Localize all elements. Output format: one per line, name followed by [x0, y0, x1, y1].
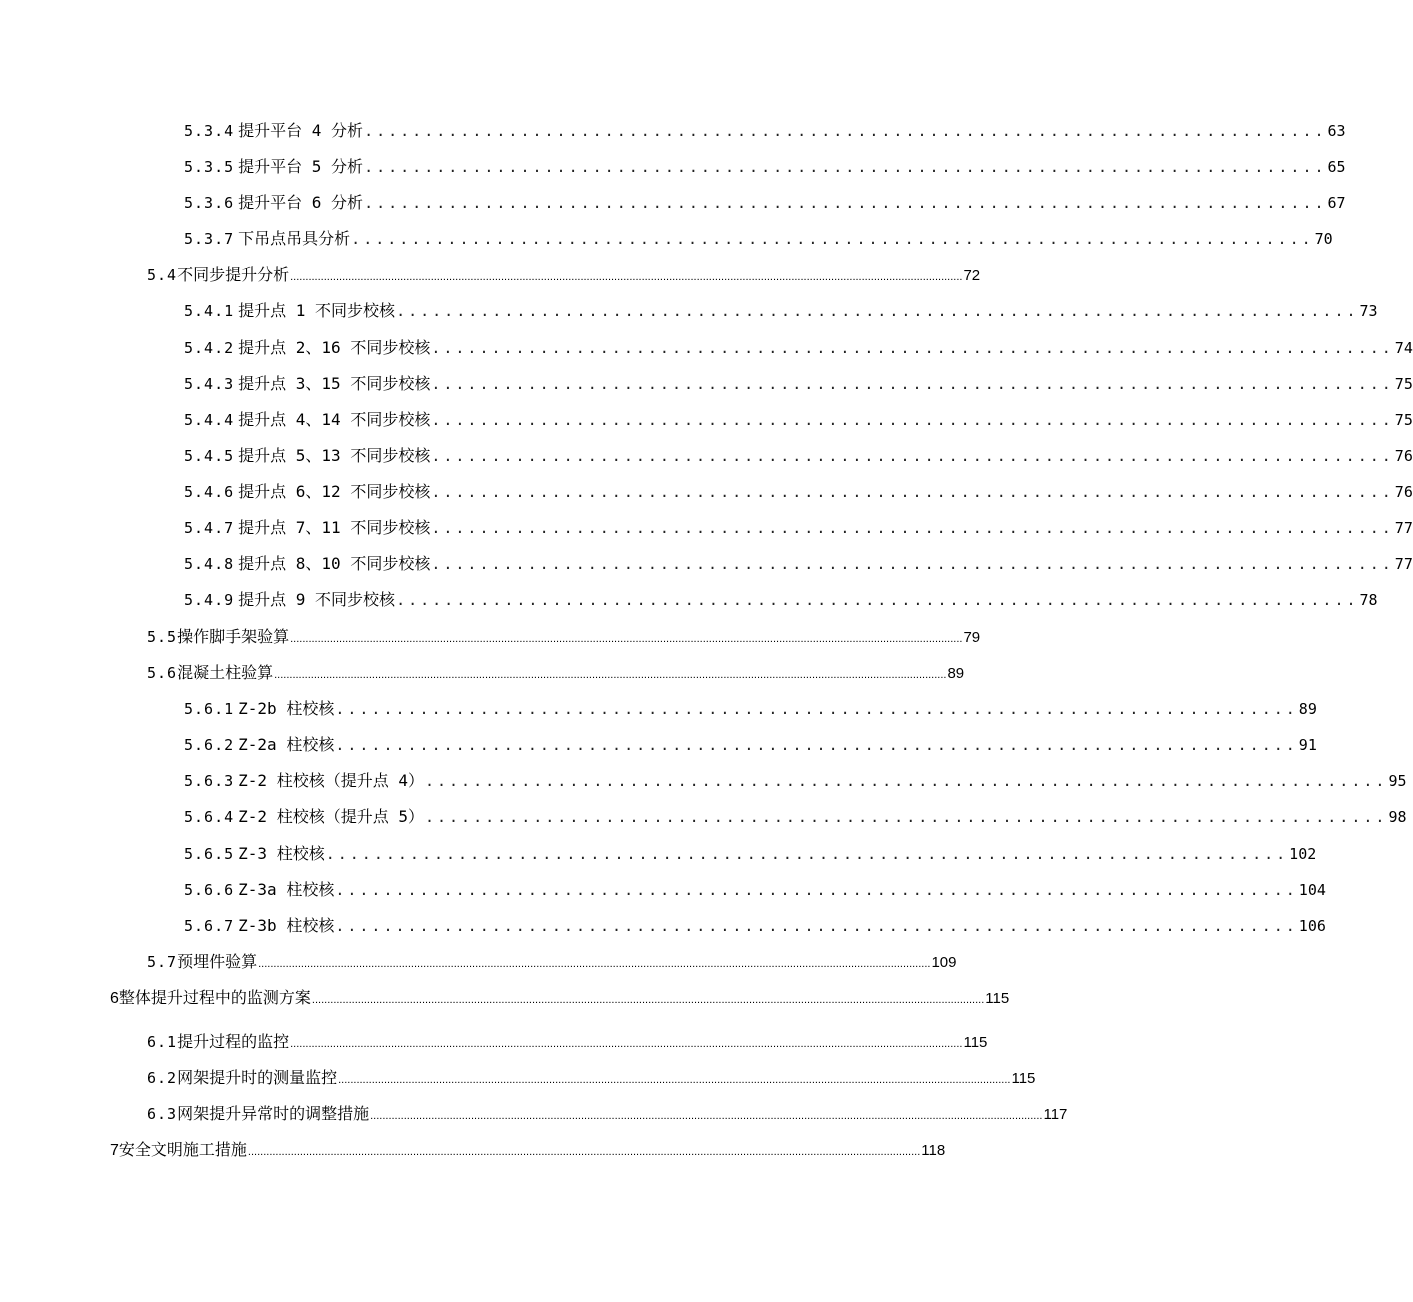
toc-number: 5.6 — [147, 664, 178, 682]
toc-page: 78 — [1359, 591, 1378, 609]
toc-entry-6-1[interactable] — [147, 1029, 988, 1052]
toc-leader: ................................................................................ — [364, 158, 1327, 176]
toc-title: 提升点 7、11 不同步校核 — [238, 518, 431, 537]
toc-page: 73 — [1359, 302, 1378, 320]
toc-leader: ................................................................................ — [335, 881, 1298, 899]
toc-page: 109 — [931, 954, 957, 971]
toc-page: 104 — [1298, 881, 1326, 899]
toc-entry-5-3-7[interactable] — [184, 226, 1333, 249]
toc-leader: ................................................................................ — [431, 447, 1394, 465]
toc-page: 89 — [947, 665, 965, 682]
toc-leader: ................................................................................ — [431, 483, 1394, 501]
toc-entry-5-6-3[interactable] — [184, 768, 1407, 791]
toc-entry-5-6-2[interactable] — [184, 732, 1317, 755]
toc-page: 115 — [1011, 1070, 1036, 1087]
toc-title: 安全文明施工措施 — [118, 1140, 247, 1159]
toc-number: 5.4.5 — [184, 447, 235, 465]
toc-page: 77 — [1394, 519, 1413, 537]
toc-number: 5.4 — [147, 266, 178, 284]
toc-leader: ................................................................................ — [364, 194, 1327, 212]
toc-leader: ................................................................................ — [335, 917, 1298, 935]
toc-leader: ................................................................................ — [431, 375, 1394, 393]
toc-leader: ................................................................................ — [325, 845, 1289, 863]
toc-entry-5-4-8[interactable] — [184, 551, 1413, 574]
toc-number: 5.3.5 — [184, 158, 235, 176]
toc-page: 118 — [921, 1142, 946, 1159]
toc-leader: ................................................................................ — [431, 411, 1394, 429]
toc-entry-7[interactable] — [110, 1137, 946, 1160]
toc-number: 5.6.1 — [184, 700, 235, 718]
toc-entry-6-2[interactable] — [147, 1065, 1036, 1088]
toc-entry-6-3[interactable] — [147, 1101, 1068, 1124]
toc-number: 5.4.7 — [184, 519, 235, 537]
toc-leader: ............................................................................................................................................................................................................................ — [258, 958, 931, 970]
toc-leader: ................................................................................ — [335, 736, 1298, 754]
toc-leader: ............................................................................................................................................................................................................................ — [247, 1146, 921, 1158]
toc-page: 77 — [1394, 555, 1413, 573]
toc-title: 预埋件验算 — [177, 952, 258, 971]
toc-number: 5.4.2 — [184, 339, 235, 357]
toc-leader: ................................................................................ — [431, 339, 1394, 357]
toc-leader: ................................................................................ — [351, 230, 1314, 248]
toc-entry-5-4-3[interactable] — [184, 371, 1413, 394]
toc-title: Z-3 柱校核 — [238, 844, 325, 863]
toc-entry-5-6-6[interactable] — [184, 877, 1326, 900]
toc-entry-5-4[interactable] — [147, 262, 981, 285]
toc-number: 5.5 — [147, 628, 178, 646]
toc-title: Z-2a 柱校核 — [238, 735, 335, 754]
toc-page: 91 — [1298, 736, 1317, 754]
toc-number: 5.4.9 — [184, 591, 235, 609]
toc-title: Z-2 柱校核（提升点 5） — [238, 807, 424, 826]
toc-entry-5-6-1[interactable] — [184, 696, 1317, 719]
toc-leader: ................................................................................ — [424, 808, 1388, 826]
toc-number: 6.2 — [147, 1069, 178, 1087]
toc-entry-5-6-4[interactable] — [184, 804, 1407, 827]
toc-title: 网架提升时的测量监控 — [177, 1068, 338, 1087]
toc-entry-5-6-7[interactable] — [184, 913, 1326, 936]
toc-leader: ............................................................................................................................................................................................................................ — [290, 633, 963, 645]
toc-title: 不同步提升分析 — [177, 265, 290, 284]
toc-entry-5-3-6[interactable] — [184, 190, 1346, 213]
toc-entry-5-6-5[interactable] — [184, 841, 1317, 864]
toc-number: 5.7 — [147, 953, 178, 971]
toc-leader: ............................................................................................................................................................................................................................ — [290, 1038, 963, 1050]
toc-entry-5-4-7[interactable] — [184, 515, 1413, 538]
toc-page: 72 — [963, 267, 981, 284]
toc-number: 5.3.7 — [184, 230, 235, 248]
toc-number: 5.6.7 — [184, 917, 235, 935]
toc-entry-5-4-2[interactable] — [184, 335, 1413, 358]
toc-entry-5-5[interactable] — [147, 624, 981, 647]
toc-title: Z-2 柱校核（提升点 4） — [238, 771, 424, 790]
toc-title: 网架提升异常时的调整措施 — [177, 1104, 370, 1123]
toc-leader: ............................................................................................................................................................................................................................ — [290, 271, 963, 283]
toc-page: 98 — [1388, 808, 1407, 826]
toc-number: 5.6.6 — [184, 881, 235, 899]
toc-title: 提升平台 5 分析 — [238, 157, 364, 176]
toc-title: 提升点 9 不同步校核 — [238, 590, 396, 609]
toc-entry-5-3-4[interactable] — [184, 118, 1346, 141]
toc-title: Z-3b 柱校核 — [238, 916, 335, 935]
toc-entry-5-4-4[interactable] — [184, 407, 1413, 430]
toc-page: 89 — [1298, 700, 1317, 718]
toc-entry-5-6[interactable] — [147, 660, 965, 683]
toc-title: 提升点 4、14 不同步校核 — [238, 410, 431, 429]
toc-title: 提升点 2、16 不同步校核 — [238, 338, 431, 357]
toc-title: 提升点 1 不同步校核 — [238, 301, 396, 320]
toc-leader: ............................................................................................................................................................................................................................ — [274, 669, 947, 681]
toc-number: 5.6.5 — [184, 845, 235, 863]
toc-page: 75 — [1394, 375, 1413, 393]
toc-title: Z-3a 柱校核 — [238, 880, 335, 899]
toc-title: 提升平台 6 分析 — [238, 193, 364, 212]
toc-leader: ................................................................................ — [364, 122, 1327, 140]
toc-page: 102 — [1289, 845, 1317, 863]
toc-page: 115 — [963, 1034, 988, 1051]
toc-entry-5-4-9[interactable] — [184, 587, 1378, 610]
toc-number: 5.4.3 — [184, 375, 235, 393]
toc-number: 5.4.6 — [184, 483, 235, 501]
toc-leader: ................................................................................ — [335, 700, 1298, 718]
toc-page: 76 — [1394, 483, 1413, 501]
toc-leader: ................................................................................ — [396, 591, 1359, 609]
toc-number: 5.4.8 — [184, 555, 235, 573]
toc-page: 106 — [1298, 917, 1326, 935]
toc-number: 6.3 — [147, 1105, 178, 1123]
toc-page: 65 — [1327, 158, 1346, 176]
toc-page: 79 — [963, 629, 981, 646]
toc-number: 7 — [110, 1142, 119, 1159]
toc-number: 6 — [110, 990, 119, 1007]
toc-leader: ............................................................................................................................................................................................................................ — [370, 1110, 1043, 1122]
toc-entry-5-3-5[interactable] — [184, 154, 1346, 177]
toc-title: 提升平台 4 分析 — [238, 121, 364, 140]
toc-leader: ................................................................................ — [431, 519, 1394, 537]
toc-leader: ............................................................................................................................................................................................................................ — [338, 1074, 1011, 1086]
toc-number: 5.4.1 — [184, 302, 235, 320]
toc-entry-5-4-1[interactable] — [184, 298, 1378, 321]
toc-number: 6.1 — [147, 1033, 178, 1051]
toc-title: Z-2b 柱校核 — [238, 699, 335, 718]
toc-page: 95 — [1388, 772, 1407, 790]
toc-title: 整体提升过程中的监测方案 — [118, 988, 311, 1007]
toc-entry-6[interactable] — [110, 985, 1010, 1008]
toc-page: 67 — [1327, 194, 1346, 212]
toc-number: 5.6.2 — [184, 736, 235, 754]
toc-page: 74 — [1394, 339, 1413, 357]
toc-page: 70 — [1314, 230, 1333, 248]
toc-number: 5.3.4 — [184, 122, 235, 140]
toc-entry-5-7[interactable] — [147, 949, 957, 972]
toc-number: 5.6.4 — [184, 808, 235, 826]
toc-title: 提升点 3、15 不同步校核 — [238, 374, 431, 393]
toc-page: 63 — [1327, 122, 1346, 140]
toc-title: 操作脚手架验算 — [177, 627, 290, 646]
toc-number: 5.4.4 — [184, 411, 235, 429]
toc-page: 75 — [1394, 411, 1413, 429]
toc-leader: ................................................................................ — [431, 555, 1394, 573]
toc-title: 提升点 8、10 不同步校核 — [238, 554, 431, 573]
toc-number: 5.3.6 — [184, 194, 235, 212]
toc-number: 5.6.3 — [184, 772, 235, 790]
toc-title: 提升点 5、13 不同步校核 — [238, 446, 431, 465]
toc-leader: ................................................................................ — [396, 302, 1359, 320]
toc-title: 下吊点吊具分析 — [238, 229, 351, 248]
toc-title: 混凝土柱验算 — [177, 663, 274, 682]
toc-page: 115 — [985, 990, 1010, 1007]
toc-page: 76 — [1394, 447, 1413, 465]
toc-leader: ................................................................................ — [424, 772, 1388, 790]
toc-title: 提升过程的监控 — [177, 1032, 290, 1051]
toc-title: 提升点 6、12 不同步校核 — [238, 482, 431, 501]
toc-entry-5-4-6[interactable] — [184, 479, 1413, 502]
toc-entry-5-4-5[interactable] — [184, 443, 1413, 466]
toc-page: 117 — [1043, 1106, 1068, 1123]
toc-leader: ............................................................................................................................................................................................................................ — [311, 994, 985, 1006]
